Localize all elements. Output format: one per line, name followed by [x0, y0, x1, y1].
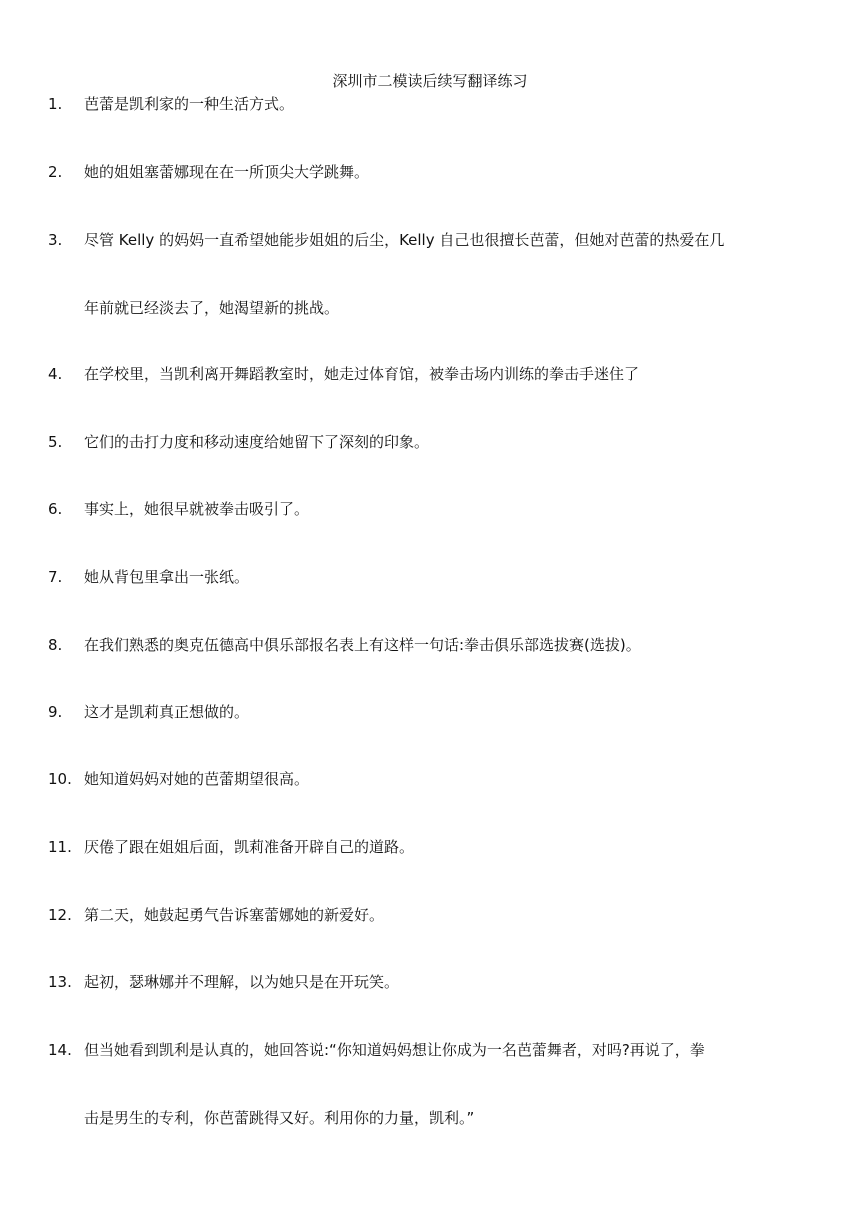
item-text: 事实上，她很早就被拳击吸引了。	[84, 500, 310, 518]
item-text: 她的姐姐塞蕾娜现在在一所顶尖大学跳舞。	[84, 163, 370, 181]
item-number: 8.	[48, 636, 63, 654]
item-number: 9.	[48, 703, 63, 721]
item-number: 7.	[48, 568, 63, 586]
item-text-continued: 击是男生的专利，你芭蕾跳得又好。利用你的力量，凯利。”	[84, 1109, 475, 1127]
item-text: 尽管 Kelly 的妈妈一直希望她能步姐姐的后尘，Kelly 自己也很擅长芭蕾，但她对芭蕾的热爱在几	[84, 231, 725, 249]
list-item	[48, 1039, 820, 1129]
list-item	[48, 971, 820, 993]
item-number: 13.	[48, 973, 72, 991]
item-number: 2.	[48, 163, 63, 181]
list-item	[48, 566, 820, 588]
item-text-continued: 年前就已经淡去了，她渴望新的挑战。	[84, 299, 340, 317]
item-number: 6.	[48, 500, 63, 518]
item-text: 在我们熟悉的奥克伍德高中俱乐部报名表上有这样一句话:拳击俱乐部选拔赛(选拔)。	[84, 636, 641, 654]
item-text: 它们的击打力度和移动速度给她留下了深刻的印象。	[84, 433, 430, 451]
item-number: 11.	[48, 838, 72, 856]
list-item	[48, 431, 820, 453]
list-item	[48, 904, 820, 926]
item-text: 她知道妈妈对她的芭蕾期望很高。	[84, 770, 310, 788]
list-item	[48, 161, 820, 183]
list-item	[48, 498, 820, 520]
item-number: 3.	[48, 231, 63, 249]
item-text: 起初，瑟琳娜并不理解，以为她只是在开玩笑。	[84, 973, 400, 991]
item-text: 但当她看到凯利是认真的，她回答说:“你知道妈妈想让你成为一名芭蕾舞者，对吗?再说了，拳	[84, 1041, 705, 1059]
item-text: 厌倦了跟在姐姐后面，凯莉准备开辟自己的道路。	[84, 838, 415, 856]
item-number: 4.	[48, 365, 63, 383]
list-item	[48, 363, 820, 385]
item-number: 5.	[48, 433, 63, 451]
list-item	[48, 836, 820, 858]
item-text: 她从背包里拿出一张纸。	[84, 568, 250, 586]
list-item	[48, 229, 820, 319]
item-text: 第二天，她鼓起勇气告诉塞蕾娜她的新爱好。	[84, 906, 385, 924]
item-number: 12.	[48, 906, 72, 924]
item-text: 芭蕾是凯利家的一种生活方式。	[84, 95, 295, 113]
document-title: 深圳市二模读后续写翻译练习	[332, 72, 528, 90]
item-number: 14.	[48, 1041, 72, 1059]
list-item	[48, 701, 820, 723]
list-item	[48, 634, 820, 656]
list-item	[48, 768, 820, 790]
item-number: 10.	[48, 770, 72, 788]
list-item	[48, 93, 820, 115]
item-text: 这才是凯莉真正想做的。	[84, 703, 250, 721]
item-text: 在学校里，当凯利离开舞蹈教室时，她走过体育馆，被拳击场内训练的拳击手迷住了	[84, 365, 640, 383]
item-number: 1.	[48, 95, 63, 113]
